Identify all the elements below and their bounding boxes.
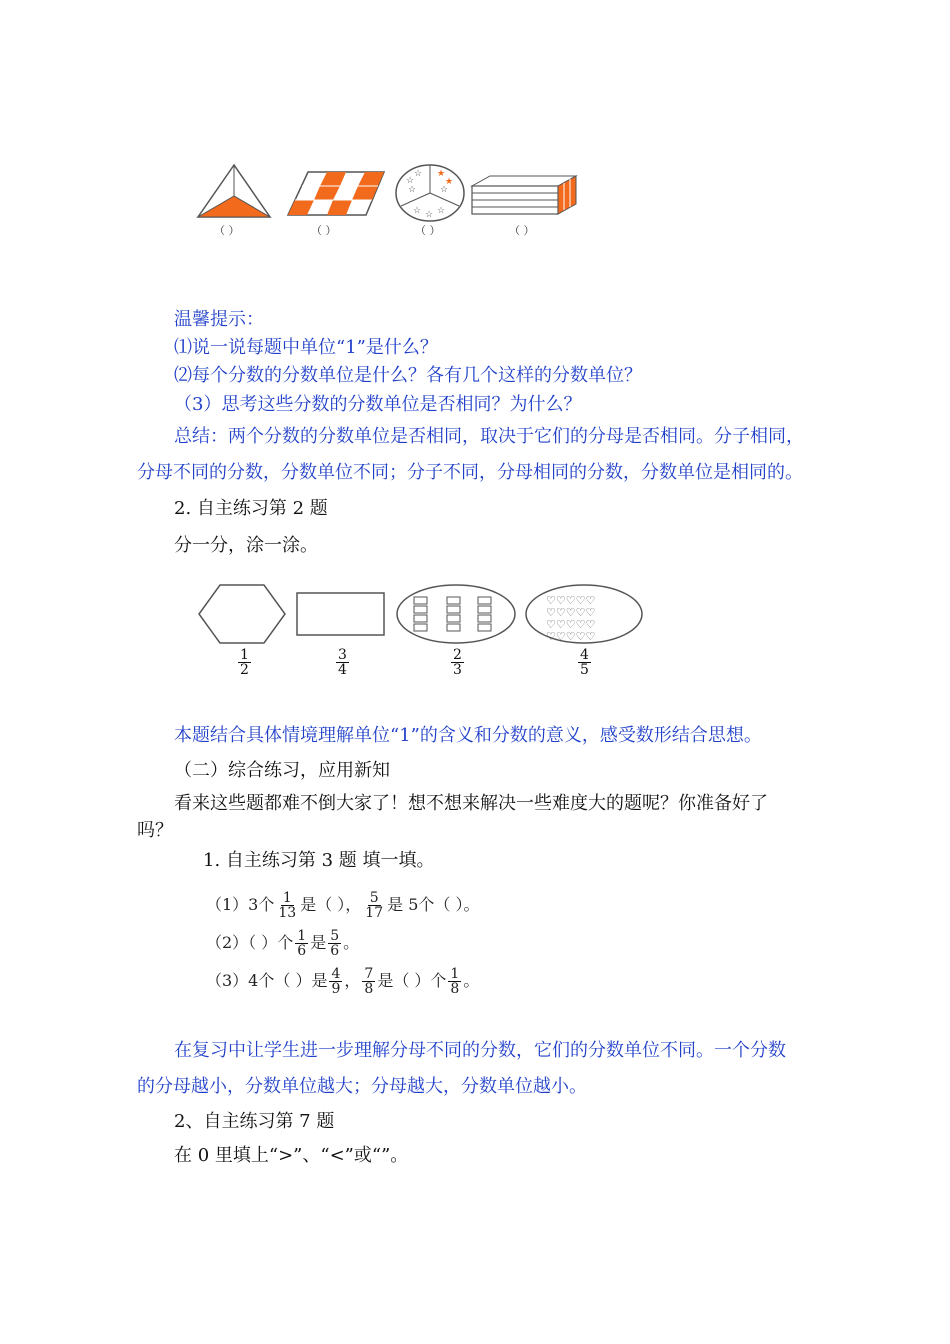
exercise-2-heading: 2. 自主练习第 2 题 bbox=[174, 498, 328, 519]
teaching-note-2-line-2: 的分母越小，分数单位越大；分母越大，分数单位越小。 bbox=[137, 1076, 587, 1097]
question-1: （1）3个 $\frac{1}{13}$ 是（ ）， $\frac{5}{17}$ 是 5个（ ）。 bbox=[206, 890, 480, 921]
question-2: （2）（ ）个 $\frac{1}{6}$ 是 $\frac{5}{6}$ 。 bbox=[206, 928, 360, 959]
circle-stars-shape bbox=[396, 165, 464, 221]
tips-title: 温馨提示： bbox=[174, 309, 264, 330]
teaching-note-2-line-1: 在复习中让学生进一步理解分母不同的分数，它们的分数单位不同。一个分数 bbox=[174, 1040, 786, 1061]
svg-text:♡♡♡♡♡: ♡♡♡♡♡ bbox=[546, 594, 596, 607]
exercise-2-instruction: 分一分，涂一涂。 bbox=[174, 535, 318, 556]
blank-label-2: （ ） bbox=[311, 224, 337, 237]
question-3: （3）4个（ ）是 $\frac{4}{9}$ ， $\frac{7}{8}$ 是（ ）个 $\frac{1}{8}$ 。 bbox=[206, 966, 480, 997]
hexagon-shape bbox=[199, 585, 285, 643]
triangle-shape bbox=[198, 165, 270, 217]
fraction-oval-hearts: $\frac{4}{5}$ bbox=[580, 647, 589, 678]
exercise-3-heading: 1. 自主练习第 3 题 填一填。 bbox=[203, 850, 435, 871]
svg-text:☆: ☆ bbox=[437, 206, 446, 216]
svg-text:♡♡♡♡♡: ♡♡♡♡♡ bbox=[546, 606, 596, 619]
fraction-hexagon: $\frac{1}{2}$ bbox=[240, 647, 249, 678]
svg-text:☆: ☆ bbox=[440, 185, 449, 195]
rectangle-shape bbox=[297, 593, 384, 635]
svg-text:♡♡♡♡♡: ♡♡♡♡♡ bbox=[546, 618, 596, 631]
svg-text:☆: ☆ bbox=[406, 176, 415, 186]
blank-label-4: （ ） bbox=[509, 224, 535, 237]
svg-text:★: ★ bbox=[437, 169, 446, 179]
parallelogram-shape bbox=[288, 172, 384, 215]
fraction-rectangle: $\frac{3}{4}$ bbox=[338, 647, 347, 678]
oval-blocks-shape bbox=[397, 585, 515, 643]
svg-text:♡♡♡♡♡: ♡♡♡♡♡ bbox=[546, 630, 596, 643]
teaching-note-1: 本题结合具体情境理解单位“1”的含义和分数的意义，感受数形结合思想。 bbox=[174, 725, 762, 746]
tip-item-3: （3）思考这些分数的分数单位是否相同？为什么？ bbox=[174, 394, 582, 415]
summary-line-2: 分母不同的分数，分数单位不同；分子不同，分母相同的分数，分数单位是相同的。 bbox=[137, 462, 803, 483]
section-2-intro-1: 看来这些题都难不倒大家了！想不想来解决一些难度大的题呢？你准备好了 bbox=[174, 793, 768, 814]
tip-item-2: ⑵每个分数的分数单位是什么？各有几个这样的分数单位？ bbox=[174, 365, 642, 386]
tip-item-1: ⑴说一说每题中单位“1”是什么？ bbox=[174, 337, 438, 358]
svg-text:☆: ☆ bbox=[425, 210, 434, 220]
oval-hearts-shape bbox=[526, 585, 642, 643]
svg-text:☆: ☆ bbox=[408, 185, 417, 195]
blank-label-1: （ ） bbox=[214, 224, 240, 237]
stacked-bars-shape bbox=[472, 176, 576, 214]
svg-text:☆: ☆ bbox=[414, 169, 423, 179]
section-2-heading: （二）综合练习，应用新知 bbox=[174, 760, 390, 781]
section-2-intro-2: 吗？ bbox=[137, 820, 173, 841]
summary-line-1: 总结：两个分数的分数单位是否相同，取决于它们的分母是否相同。分子相同， bbox=[174, 426, 804, 447]
exercise-7-instruction: 在 0 里填上“>”、“<”或“”。 bbox=[174, 1145, 409, 1166]
fraction-oval-blocks: $\frac{2}{3}$ bbox=[453, 647, 462, 678]
blank-label-3: （ ） bbox=[415, 224, 441, 237]
exercise-7-heading: 2、自主练习第 7 题 bbox=[174, 1111, 335, 1132]
figure-divide-shapes bbox=[0, 578, 950, 698]
figure-fraction-shapes bbox=[0, 0, 950, 250]
svg-text:★: ★ bbox=[445, 177, 454, 187]
svg-text:☆: ☆ bbox=[413, 206, 422, 216]
